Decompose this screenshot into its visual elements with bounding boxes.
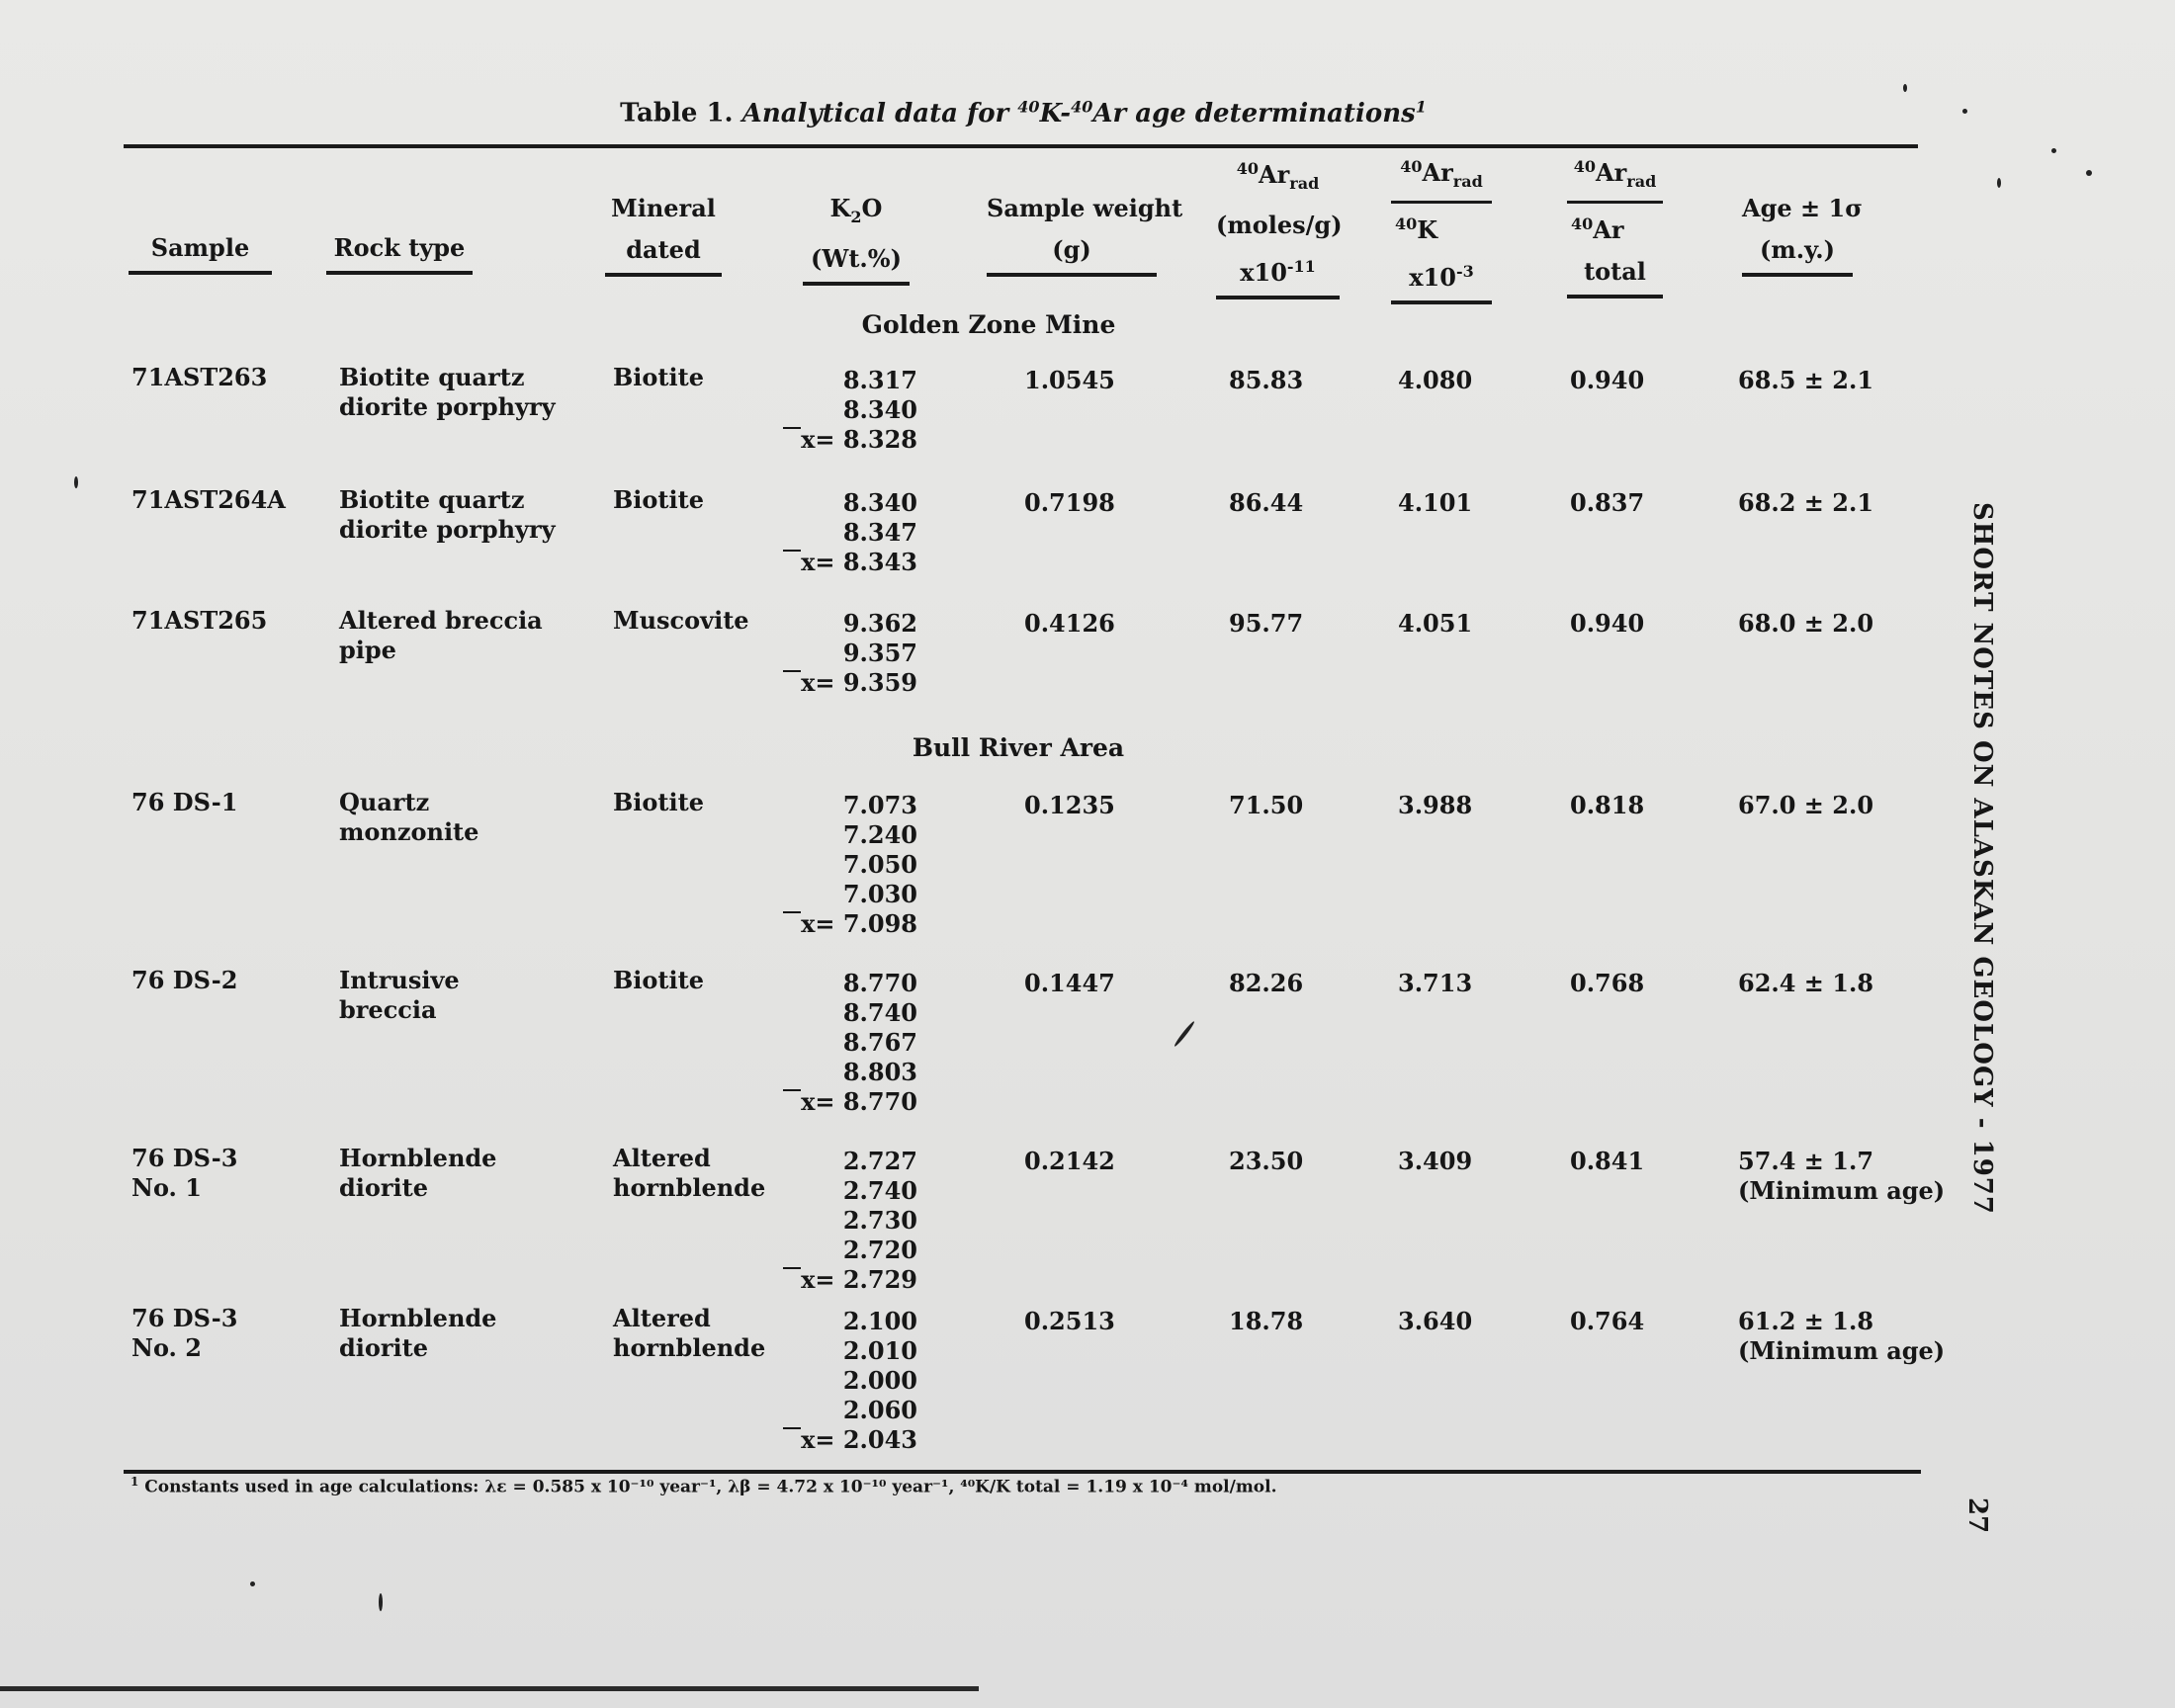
age-value-line: 67.0 ± 2.0 [1738,791,1874,819]
rock-type-line: diorite [339,1333,429,1362]
k2o-measurement: 8.340 [842,488,917,517]
k2o-measurement: 2.727 [842,1147,917,1175]
sample-weight: 0.2142 [1024,1147,1115,1175]
mineral-dated [613,363,704,392]
k2o-measurement: 2.060 [842,1396,917,1424]
scan-speck [250,1581,255,1586]
header-ar-rad: $^{40}Ar_{rad}$ (moles/g) $x10^{-11}$ [1216,148,1340,299]
scan-speck [74,476,78,488]
sample-id [131,1144,237,1203]
k2o-values [779,488,917,577]
ar-rad-value: 85.83 [1229,366,1304,394]
bottom-rule [124,1470,1921,1474]
mineral-dated-line: hornblende [613,1333,766,1362]
age-value [1738,1307,1945,1366]
age-value-line: 62.4 ± 1.8 [1738,969,1874,997]
rock-type [339,788,478,847]
sample-weight: 0.7198 [1024,488,1115,517]
age-value [1738,969,1873,998]
rock-type-line: pipe [339,636,396,664]
mineral-dated-line: Altered [613,1304,711,1332]
rock-type [339,1304,496,1363]
mineral-dated-line: hornblende [613,1173,766,1202]
mineral-dated-line: Biotite [613,363,704,391]
ar-k-ratio: 3.713 [1398,969,1473,997]
age-value-line: 61.2 ± 1.8 [1738,1307,1874,1335]
ar-rad-value: 82.26 [1229,969,1304,997]
age-value-line: 68.5 ± 2.1 [1738,366,1874,394]
footnote-text: Constants used in age calculations: λε = 0.585 x 10⁻¹⁰ year⁻¹, λβ = 4.72 x 10⁻¹⁰ year⁻¹, ⁴⁰K/K total = 1.19 x 10⁻⁴ mol/mol. [144,1477,1277,1497]
scan-speck [2051,148,2056,153]
rock-type-line: diorite porphyry [339,392,556,421]
k2o-mean: x= 2.729 [779,1265,917,1295]
age-value-line: (Minimum age) [1738,1336,1946,1365]
rock-type-line: diorite [339,1173,429,1202]
header-age: Age ± 1σ (m.y.) [1742,188,1853,277]
mineral-dated-line: Biotite [613,485,704,514]
ar-k-ratio: 4.101 [1398,488,1473,517]
age-value-line: 57.4 ± 1.7 [1738,1147,1874,1175]
scan-speck [1903,84,1907,92]
rock-type-line: monzonite [339,817,479,846]
age-value-line: 68.0 ± 2.0 [1738,609,1874,638]
ar-ar-ratio: 0.940 [1570,366,1645,394]
ar-rad-value: 23.50 [1229,1147,1304,1175]
table-title [0,97,2046,128]
k2o-mean: x= 2.043 [779,1425,917,1455]
k2o-measurement: 7.030 [842,880,917,908]
header-ar-ar-ratio: $^{40}Ar_{rad}$ $^{40}$Ar total [1567,148,1663,299]
scan-edge-line [0,1686,979,1691]
k2o-measurement: 8.767 [842,1028,917,1057]
k2o-measurement: 2.740 [842,1176,917,1205]
sample-weight: 1.0545 [1024,366,1115,394]
rock-type-line: Altered breccia [339,606,543,635]
scan-speck [2086,170,2092,176]
rock-type-line: Biotite quartz [339,485,525,514]
ar-ar-ratio: 0.768 [1570,969,1645,997]
ar-ar-ratio: 0.841 [1570,1147,1645,1175]
rock-type-line: breccia [339,995,437,1024]
ar-rad-value: 86.44 [1229,488,1304,517]
sample-id-line: 76 DS-3 [131,1144,238,1172]
rock-type [339,363,556,422]
k2o-mean: x= 8.343 [779,548,917,577]
age-value [1738,366,1873,395]
table-title-text: Analytical data for $^{40}$K-$^{40}$Ar age determinations$^1$ [741,97,1427,128]
ar-ar-ratio: 0.837 [1570,488,1645,517]
ar-ar-ratio: 0.818 [1570,791,1645,819]
page-number: 27 [1962,1497,1992,1534]
k2o-measurement: 2.720 [842,1236,917,1264]
rock-type-line: Quartz [339,788,430,816]
sample-id-line: 71AST263 [131,363,268,391]
mineral-dated [613,485,704,515]
scan-speck [379,1593,383,1611]
mineral-dated [613,966,704,995]
rock-type-line: diorite porphyry [339,515,556,544]
k2o-values [779,1307,917,1455]
age-value [1738,609,1873,639]
header-sample: Sample [129,227,272,275]
k2o-values [779,366,917,455]
k2o-measurement: 7.073 [842,791,917,819]
footnote [130,1475,1277,1497]
mineral-dated [613,1144,765,1203]
k2o-measurement: 2.010 [842,1336,917,1365]
sample-weight: 0.1447 [1024,969,1115,997]
rock-type-line: Hornblende [339,1144,497,1172]
ar-k-ratio: 3.988 [1398,791,1473,819]
sample-weight: 0.1235 [1024,791,1115,819]
mineral-dated [613,788,704,817]
k2o-values [779,969,917,1117]
k2o-values [779,1147,917,1295]
mineral-dated-line: Biotite [613,788,704,816]
mineral-dated-line: Altered [613,1144,711,1172]
sample-id [131,363,267,392]
header-mineral-dated: Mineral dated [605,188,722,277]
age-value [1738,1147,1945,1206]
k2o-measurement: 2.100 [842,1307,917,1335]
rock-type-line: Biotite quartz [339,363,525,391]
rock-type [339,606,543,665]
mineral-dated-line: Muscovite [613,606,749,635]
sample-id-line: No. 1 [131,1173,202,1202]
ar-rad-value: 71.50 [1229,791,1304,819]
k2o-values [779,791,917,939]
mineral-dated-line: Biotite [613,966,704,994]
k2o-measurement: 8.347 [842,518,917,547]
scan-speck [1174,1020,1196,1048]
sample-id [131,788,237,817]
rock-type-line: Intrusive [339,966,460,994]
k2o-measurement: 2.000 [842,1366,917,1395]
sample-id-line: 76 DS-1 [131,788,238,816]
sample-weight: 0.4126 [1024,609,1115,638]
k2o-measurement: 7.050 [842,850,917,879]
age-value-line: (Minimum age) [1738,1176,1946,1205]
sample-id [131,966,237,995]
section-bull-river: Bull River Area [912,733,1125,762]
k2o-measurement: 7.240 [842,820,917,849]
rock-type [339,966,460,1025]
rock-type [339,485,556,545]
ar-ar-ratio: 0.764 [1570,1307,1645,1335]
k2o-mean: x= 9.359 [779,668,917,698]
sample-id-line: No. 2 [131,1333,202,1362]
table-title-prefix: Table 1. [620,98,734,128]
age-value-line: 68.2 ± 2.1 [1738,488,1874,517]
ar-ar-ratio: 0.940 [1570,609,1645,638]
sample-id [131,606,267,636]
running-head: SHORT NOTES ON ALASKAN GEOLOGY - 1977 [1967,502,1997,1215]
ar-rad-value: 95.77 [1229,609,1304,638]
footnote-mark: 1 [130,1475,139,1489]
sample-id-line: 71AST265 [131,606,268,635]
scan-speck [1962,109,1967,114]
sample-weight: 0.2513 [1024,1307,1115,1335]
header-ar-k-ratio: $^{40}Ar_{rad}$ $^{40}$K $x10^{-3}$ [1391,148,1492,304]
k2o-measurement: 8.317 [842,366,917,394]
sample-id-line: 71AST264A [131,485,286,514]
k2o-measurement: 8.340 [842,395,917,424]
header-k2o: $K_2O$ (Wt.%) [803,188,910,286]
sample-id [131,485,286,515]
k2o-mean: x= 8.770 [779,1087,917,1117]
age-value [1738,791,1873,820]
ar-k-ratio: 3.409 [1398,1147,1473,1175]
mineral-dated [613,1304,765,1363]
section-golden-zone: Golden Zone Mine [861,310,1116,339]
ar-k-ratio: 3.640 [1398,1307,1473,1335]
sample-id-line: 76 DS-3 [131,1304,238,1332]
k2o-measurement: 8.770 [842,969,917,997]
header-sample-weight: Sample weight (g) [987,188,1157,277]
header-rock-type: Rock type [326,227,473,275]
age-value [1738,488,1873,518]
ar-k-ratio: 4.080 [1398,366,1473,394]
k2o-measurement: 8.740 [842,998,917,1027]
ar-rad-value: 18.78 [1229,1307,1304,1335]
k2o-measurement: 9.362 [842,609,917,638]
k2o-mean: x= 7.098 [779,909,917,939]
k2o-measurement: 2.730 [842,1206,917,1235]
k2o-measurement: 8.803 [842,1058,917,1086]
k2o-measurement: 9.357 [842,639,917,667]
sample-id [131,1304,237,1363]
ar-k-ratio: 4.051 [1398,609,1473,638]
k2o-values [779,609,917,698]
rock-type-line: Hornblende [339,1304,497,1332]
k2o-mean: x= 8.328 [779,425,917,455]
rock-type [339,1144,496,1203]
mineral-dated [613,606,749,636]
sample-id-line: 76 DS-2 [131,966,238,994]
scan-speck [1997,178,2001,188]
